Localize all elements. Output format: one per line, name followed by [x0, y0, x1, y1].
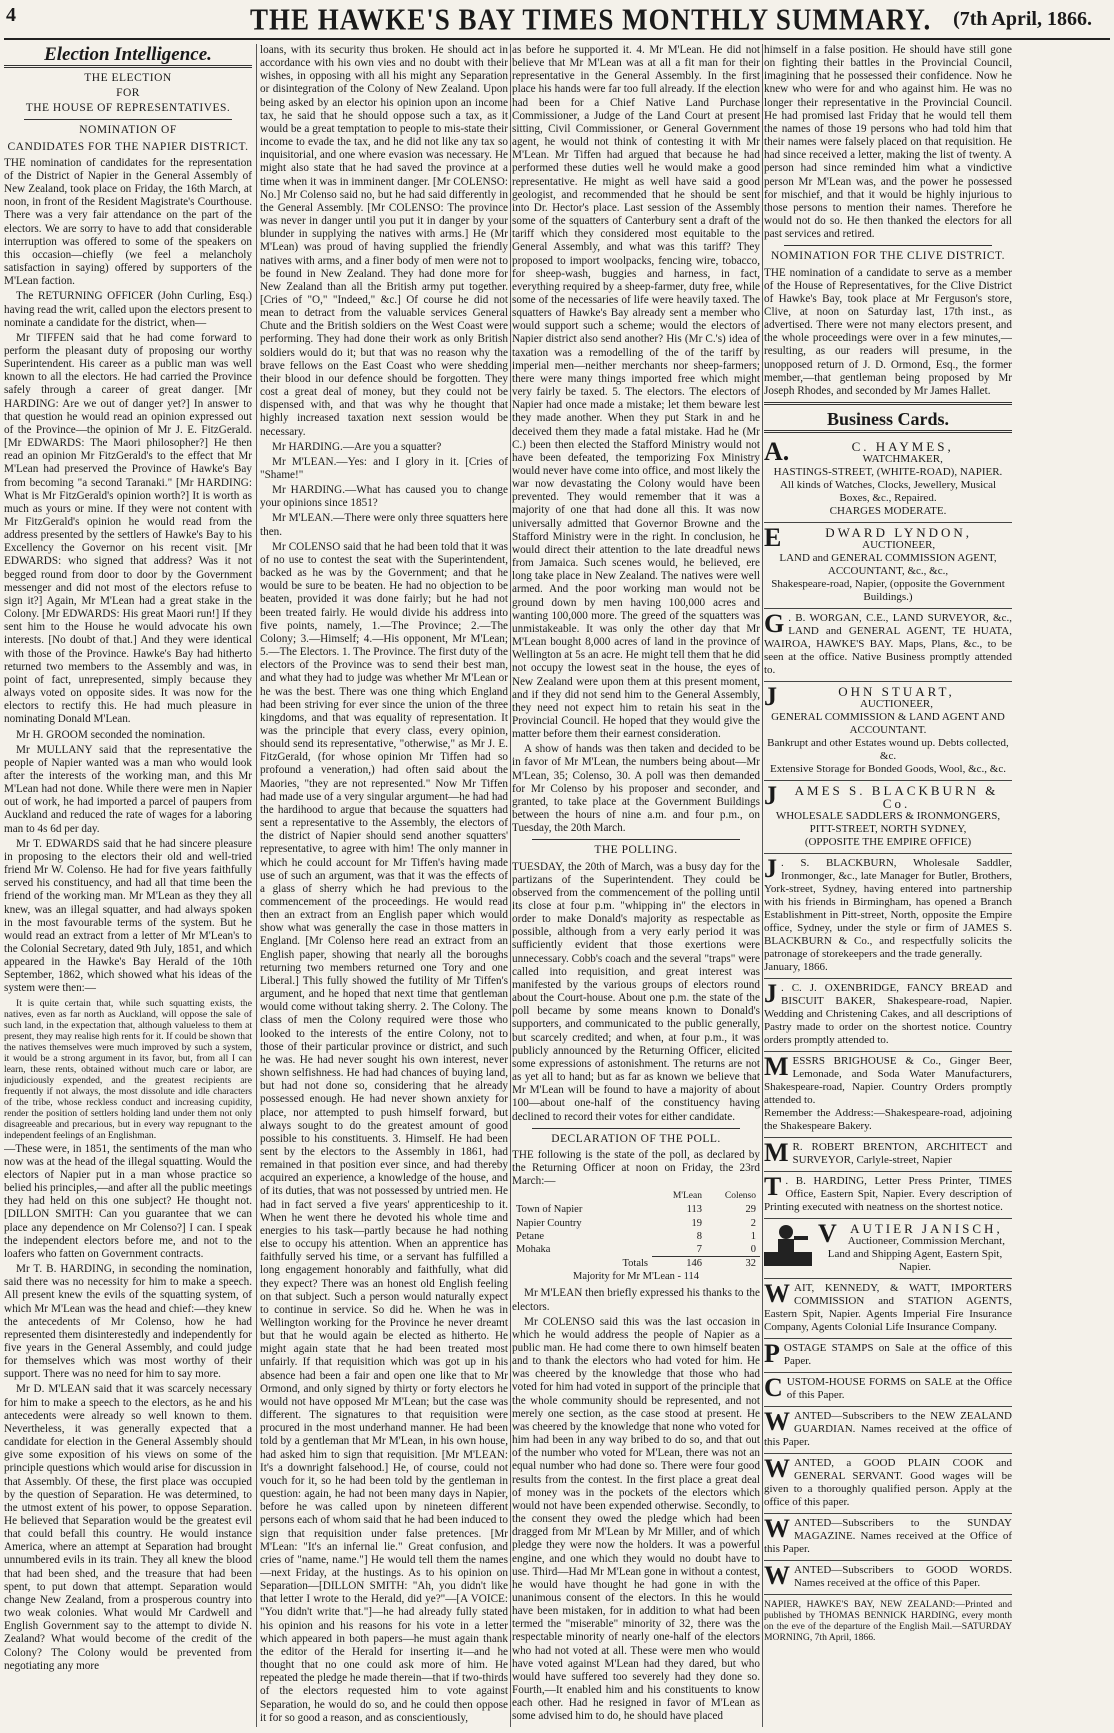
- card-line: Shakespeare-road, Napier, (opposite the Government Buildings.): [771, 578, 1005, 604]
- card-line: ANTED—Subscribers to the SUNDAY MAGAZINE. Names received at the Office of this Paper.: [764, 1517, 1012, 1556]
- masthead: [0, 0, 1114, 38]
- paragraph: THE following is the state of the poll, as declared by the Returning Officer at noon on Friday, the 23rd March:—: [512, 1148, 760, 1188]
- drop-cap: T: [764, 1172, 782, 1202]
- column-2: [260, 44, 508, 1727]
- article-subhead: NOMINATION FOR THE CLIVE DISTRICT.: [770, 250, 1006, 263]
- business-name: AMES S. BLACKBURN & Co.: [794, 783, 999, 812]
- card-line: OSTAGE STAMPS on Sale at the office of this Paper.: [783, 1342, 1012, 1368]
- poll-table: [512, 1190, 760, 1283]
- column-rule: [510, 44, 511, 1727]
- vote-cell: 19: [691, 1217, 702, 1229]
- drop-cap: V: [818, 1219, 837, 1249]
- business-card: [764, 1407, 1012, 1454]
- divider: [4, 65, 252, 68]
- paragraph: Mr M'LEAN.—There were only three squatters here then.: [260, 512, 508, 538]
- article-subhead: CANDIDATES FOR THE NAPIER DISTRICT.: [7, 140, 249, 153]
- issue-date: (7th April, 1866.: [953, 8, 1092, 30]
- card-line: ANTED—Subscribers to GOOD WORDS. Names received at the office of this Paper.: [794, 1564, 1012, 1590]
- business-card: [764, 609, 1012, 682]
- drop-cap: M: [764, 1052, 789, 1082]
- paragraph: The RETURNING OFFICER (John Curling, Esq.) having read the writ, called upon the electors present to nominate a candidate for the district, when—: [4, 290, 252, 329]
- table-row: [512, 1203, 760, 1216]
- card-line: . C. J. OXENBRIDGE, FANCY BREAD and BISCUIT BAKER, Shakespeare-road, Napier. Wedding and Christening Cakes, and all descriptions of Pastry made to order on the shortest notice. Country orders promptly attended to.: [764, 982, 1012, 1047]
- place-cell: Napier Country: [516, 1217, 582, 1229]
- newspaper-title: THE HAWKE'S BAY TIMES MONTHLY SUMMARY.: [250, 1, 932, 37]
- business-card: [764, 523, 1012, 609]
- paragraph: Mr COLENSO said that he had been told that it was of no use to contest the seat with the Superintendent, backed as he was by the Government; and that he would be sure to be beaten. He had no objection to be beaten, provided it was done fairly; but he had not been treated fairly. He would divide his address into five points, namely, 1.—The Province; 2.—The Colony; 3.—Himself; 4.—His opponent, Mr M'Lean; 5.—The Electors. 1. The Province. The first duty of the electors of the Province was to send their best man, and what they had to judge was whether Mr M'Lean or he was the best. There was one thing which England had been striving for ever since the union of the three kingdoms, and that was equality of representation. It was the principle that every class, every opinion, should send its representative, "otherwise," as Mr J. E. FitzGerald, (for whose opinion Mr Tiffen had so profound a veneration,) had often said about the Maories, "they are not represented." Now Mr Tiffen had made use of a very singular argument—he had had the hardihood to argue that because the squatters had sent a representative to the Assembly, the electors of the district of Napier should send another squatters' representative, to agree with him! The only manner in which he could account for Mr Tiffen's having made use of such an argument, was that it was the effects of a glass of sherry which he had previous to the commencement of the proceedings. He would read then an extract from an English paper which would show what was generally the case in those matters in England. [Mr Colenso here read an extract from an English paper, showing that nearly all the boroughs returning two members returned one Tory and one Liberal.] This fully showed the futility of Mr Tiffen's argument, and he hoped that next time that gentleman would come without taking sherry. 2. The Colony. The class of men the Colony required were those who looked to the interests of the entire Colony, not to those of their particular province or district, and such he was. He had never sought his own interest, never shown selfishness. He had had chances of buying land, but had not done so, considering that he already possessed enough. He had never shown anxiety for place, nor attempted to push himself forward, but always sought to do the greatest amount of good possible to his constituents. 3. Himself. He had been sent by the electors to the Assembly in 1861, had remained in that position ever since, and had thereby acquired an experience, a knowledge of the house, and of its duties, that was not possessed by untried men. He had in fact served a five years' apprenticeship to it. When he went there he devoted his whole time and energies to his task—partly because he had nothing else to occupy his attention. When an apprentice has faithfully served his time, or a servant has fulfilled a long engagement honorably and faithfully, what did they expect? There was an honest old English feeling on that subject. Such a person would naturally expect to continue in service. So did he. When he was in Wellington working for the Province he never dreamt but that he would again be elected as hitherto. He might again state that he had been treated most unfairly. If that requisition which was got up in his absence had been a fair and open one like that to Mr Ormond, and only signed by thirty or forty electors he would not have opposed Mr M'Lean; but the case was different. The signatures to that requisition were procured in the most underhand manner. He had been told by a gentleman that Mr M'Lean, in his own house, had asked him to sign that requisition. [Mr M'LEAN: It's a downright falsehood.] He, of course, could not vouch for it, so he had been told by the gentleman in question: again, he had not been many days in Napier, before he was called upon by nineteen different persons each of whom said that he had been induced to sign that requisition under false pretences. [Mr M'Lean: "It's an infernal lie." Great confusion, and cries of "name, name."] He would tell them the names—next Friday, at the hustings. As to his opinion on Separation—[DILLON SMITH: "Ah, you didn't like that letter I wrote to the Herald, did ye?"—[A VOICE: "You didn't write that."]—he had already fully stated his opinion and his reasons for his vote in a letter which appeared in both papers—he must again thank the editor of the Herald for inserting it—and he thought that no one could ask more of him. He repeated the pledge he made therein—that if two-thirds of the electors requested him to vote against Separation, he would do so, and he could then oppose it for so good a reason, and as conscientiously,: [260, 540, 508, 1724]
- paragraph: Mr TIFFEN said that he had come forward to perform the pleasant duty of proposing our worthy Superintendent. His career as a public man was well known to all the electors. He had carried the Province safely through a career of great danger. [Mr HARDING: Are we out of danger yet?] In answer to that question he would read an opinion expressed out of the Province—the opinion of Mr J. E. FitzGerald. [Mr EDWARDS: The Maori philosopher?] He then read an opinion Mr FitzGerald's to the effect that Mr M'Lean had preserved the Province of Hawke's Bay from becoming "a second Taranaki." [Mr HARDING: What is Mr FitzGerald's opinion worth?] It is worth as much as yours or mine. If they were not content with Mr FitzGerald's opinion he would read from the address presented by the settlers of Hawke's Bay to his Excellency the Governor on his recent visit. [Mr EDWARDS: who signed that address? Was it not begged round from door to door by the Government messenger and did not most of the electors refuse to sign it?] Again, Mr M'Lean had a great stake in the Colony. [Mr EDWARDS: His great Maori run!] If they sent him to the House he would advocate his own interests. [No doubt of that.] And they were identical with those of the Province. Hawke's Bay had hitherto returned two members to the Assembly and was, in point of fact, unrepresented, simply because they always voted on opposite sides. It was now for the electors to rectify this. He had much pleasure in nominating Donald M'Lean.: [4, 331, 252, 726]
- article-subhead: THE HOUSE OF REPRESENTATIVES.: [25, 102, 231, 115]
- business-card: [764, 1279, 1012, 1339]
- divider: [24, 119, 232, 120]
- article-subhead: DECLARATION OF THE POLL.: [551, 1132, 721, 1145]
- card-line: AUCTIONEER,: [859, 698, 934, 711]
- vote-cell: 7: [696, 1243, 702, 1255]
- vote-cell: 0: [750, 1243, 756, 1255]
- drop-cap: W: [764, 1454, 790, 1484]
- business-cards-list: [764, 437, 1012, 1595]
- drop-cap: J: [764, 854, 777, 884]
- divider: [532, 839, 740, 840]
- column-3: [512, 44, 760, 1727]
- paragraph: loans, with its security thus broken. He should act in accordance with his own vies and no doubt with their wishes, in opposing with all his might any Separation or disintegration of the Colony of New Zealand. Upon being asked by an elector his opinion upon an income tax, he said that he should oppose such a tax, as it would be a great temptation to people to mis-state their income to evade the tax, and he did not like any tax so inquisitorial, and one where evasion was necessary. He might also state that he had saved the province at a time when it was in imminent danger. [Mr COLENSO: No.] Mr Colenso said no, but he had said differently in the General Assembly. [Mr COLENSO: The province was never in danger until you put it in danger by your blunder in supplying the natives with arms.] He (Mr M'Lean) was proud of having supplied the friendly natives with arms, and a finer body of men were not to be found in New Zealand. They had done more for New Zealand than all the British army put together. [Cries of "O," "Indeed," &c.] Of course he did not mean to detract from the valuable services General Chute and the British soldiers on the West Coast were performing. They had done their work as only British soldiers would do it; but that was no reason why the brave fellows on the East Coast who were shedding their blood in our defence should be forgotten. They cost a great deal of money, but they could not be dispensed with, and that was why he thought that highly increased taxation next session would be necessary.: [260, 44, 508, 438]
- paragraph: —These were, in 1851, the sentiments of the man who now was at the head of the illegal squatting. Would the electors of Napier put in a man whose practice so belied his principles,—and after all the public meetings they had held on this one subject? He thought not. [DILLON SMITH: Can you guarantee that we can place any dependence on Mr Colenso?] I can. I speak the independent electors before me, and not to the loafers who fatten on Government contracts.: [4, 1142, 252, 1260]
- article-subhead: FOR: [116, 87, 140, 100]
- column-rule: [762, 44, 763, 1727]
- card-line: ESSRS BRIGHOUSE & Co., Ginger Beer, Lemonade, and Soda Water Manufacturers, Shakespeare-road, Napier. Country Orders promptly attended to.: [764, 1055, 1012, 1107]
- vote-cell: 8: [696, 1230, 702, 1242]
- drop-cap: J: [764, 682, 777, 712]
- business-name: OHN STUART,: [838, 684, 955, 700]
- business-card: [764, 682, 1012, 781]
- card-line: . B. WORGAN, C.E., LAND SURVEYOR, &c., LAND and GENERAL AGENT, TE HUATA, WAIROA, HAWKE'S BAY. Maps, Plans, &c., to be seen at the office. Native Business promptly attended to.: [764, 612, 1012, 677]
- totals-row: [512, 1257, 760, 1271]
- article-subhead: NOMINATION OF: [79, 124, 177, 137]
- page-number: 4: [6, 4, 16, 26]
- card-line: ANTED—Subscribers to the NEW ZEALAND GUARDIAN. Names received at the office of this Paper.: [764, 1410, 1012, 1449]
- card-line: WHOLESALE SADDLERS & IRONMONGERS,: [775, 810, 1001, 823]
- article-subhead: THE POLLING.: [594, 844, 678, 857]
- paragraph: Mr COLENSO said this was the last occasion in which he would address the people of Napier as a public man. He had come there to own himself beaten and to thank the electors who had voted for him. He was cheered by the knowledge that those who had voted for him had voted in support of the principle that the whole community should be represented, and not merely one section, as the case stood at present. He was cheered by the knowledge that none who voted for him had been in any way bribed to do so, and that out of the number who voted for M'Lean, there was not an equal number who had done so. There were four good results from the contest. In the first place a great deal of money was in the pockets of the electors which would not have been expended otherwise. Secondly, to the consent they owed the pledge which had been dragged from Mr M'Lean by Mr Miller, and of which pledge they were now the holders. It was a powerful engine, and one which they would no doubt have to use. Third—Had Mr M'Lean gone in without a contest, he would have thought he had gone in with the unanimous consent of the electors. In this he would have been mistaken, for in addition to what had been termed the "miserable" minority of 32, there was the respectable minority of nearly one-half of the electors who had not voted at all. These were men who would have voted against M'Lean had they dared, but who would have suffered too severely had they done so. Fourth,—It enabled him and his constituents to know each other. Had he resigned in favor of M'Lean as some advised him to do, he should have placed: [512, 1315, 760, 1723]
- majority-row: [512, 1270, 760, 1283]
- place-cell: Town of Napier: [516, 1204, 583, 1216]
- business-name: C. HAYMES,: [851, 439, 954, 455]
- card-line: USTOM-HOUSE FORMS on SALE at the Office of this Paper.: [786, 1376, 1012, 1402]
- table-header-row: [512, 1190, 760, 1203]
- divider: [764, 430, 1012, 433]
- paragraph: Mr D. M'LEAN said that it was scarcely necessary for him to make a speech to the electors, as he and his antecedents were already so well known to them. Nevertheless, it was generally expected that a candidate for election in the General Assembly should give some exposition of his views on some of the principle questions which would arise for discussion in that Assembly. Of these, the first place was occupied by the question of Separation. He was determined, to the utmost extent of his power, to oppose Separation. He believed that Separation would be the greatest evil that could befall this country. He would instance America, where an attempt at Separation had brought unnumbered evils in its train. They all knew the blood that had been shed, and the treasure that had been spent, to put down that attempt. Separation would change New Zealand, from a prosperous country into two weak colonies. What would Mr Cardwell and English Government say to the attempt to divide N. Zealand? What would become of the credit of the Colony? The Colony would be prevented from negotiating any more: [4, 1383, 252, 1672]
- business-card: [764, 437, 1012, 523]
- card-line: AUCTIONEER,: [862, 539, 936, 552]
- divider: [764, 402, 1012, 405]
- drop-cap: W: [764, 1514, 790, 1544]
- card-line: LAND and GENERAL COMMISSION AGENT, ACCOUNTANT, &c., &c.,: [779, 552, 997, 578]
- drop-cap: J: [764, 781, 777, 811]
- vote-cell: 29: [745, 1204, 756, 1216]
- business-card: [764, 1219, 1012, 1279]
- card-line: AIT, KENNEDY, & WATT, IMPORTERS COMMISSION and STATION AGENTS, Eastern Spit, Napier. Agents Imperial Fire Insurance Company, Agents Colonial Life Insurance Company.: [764, 1282, 1012, 1334]
- card-line: January, 1866.: [764, 961, 828, 974]
- vote-cell: 2: [750, 1217, 756, 1229]
- drop-cap: C: [764, 1373, 783, 1403]
- business-card: [764, 1454, 1012, 1514]
- drop-cap: G: [764, 609, 785, 639]
- table-row: [512, 1243, 760, 1257]
- column-rule: [256, 44, 257, 1727]
- divider: [784, 245, 992, 246]
- paragraph: Mr HARDING.—Are you a squatter?: [272, 440, 442, 453]
- card-line: Auctioneer, Commission Merchant, Land and Shipping Agent, Eastern Spit, Napier.: [827, 1235, 1005, 1274]
- drop-cap: W: [764, 1561, 790, 1591]
- imprint: NAPIER, HAWKE'S BAY, NEW ZEALAND:—Printed and published by THOMAS BENNICK HARDING, every month on the eve of the departure of the English Mail.—SATURDAY MORNING, 7th April, 1866.: [764, 1599, 1012, 1644]
- place-cell: Petane: [516, 1230, 544, 1242]
- paragraph: THE nomination of candidates for the representation of the District of Napier in the General Assembly of New Zealand, took place on Friday, the 16th March, at noon, in front of the Resident Magistrate's Courthouse. There was a very fair attendance on the part of the electors. We are sorry to have to add that considerable interruption was offered to some of the speakers on this occasion—chiefly (we feel a melancholy satisfaction in saying) offered by supporters of the M'Lean faction.: [4, 156, 252, 288]
- majority-text: Majority for Mr M'Lean - 114: [572, 1271, 699, 1283]
- auctioneer-figure-icon: [764, 1222, 812, 1266]
- card-line: (OPPOSITE THE EMPIRE OFFICE): [804, 836, 972, 849]
- total-cell: 146: [652, 1257, 706, 1271]
- business-card: [764, 1138, 1012, 1172]
- card-line: WATCHMAKER,: [862, 453, 943, 466]
- business-card: [764, 781, 1012, 854]
- paragraph: Mr MULLANY said that the representative the people of Napier wanted was a man who would look after the interests of the working man, and this Mr M'Lean had not done. While there were men in Napier out of work, he had imported a parcel of paupers from Auckland and reduced the rate of wages for a laboring man to 4s 6d per day.: [4, 743, 252, 835]
- card-line: CHARGES MODERATE.: [829, 505, 947, 518]
- drop-cap: W: [764, 1279, 790, 1309]
- card-line: . S. BLACKBURN, Wholesale Saddler, Ironmonger, &c., late Manager for Butler, Brothers, York-street, Sydney, having entered into partnership with his friends in Birmingham, has opened a Branch Establishment in Pitt-street, North, opposite the Empire office, Sydney, under the style or firm of JAMES S. BLACKBURN & Co., and respectfully solicits the patronage of storekeepers and the trade generally.: [764, 857, 1012, 961]
- masthead-rule: [4, 38, 1110, 40]
- total-cell: 32: [706, 1257, 760, 1271]
- business-cards-heading: Business Cards.: [826, 409, 950, 430]
- divider: [532, 1128, 740, 1129]
- card-line: PITT-STREET, NORTH SYDNEY,: [809, 823, 967, 836]
- vote-cell: 1: [750, 1230, 756, 1242]
- card-line: ANTED, a GOOD PLAIN COOK and GENERAL SERVANT. Good wages will be given to a thoroughly qualified person. Apply at the office of this paper.: [764, 1457, 1012, 1509]
- table-row: [512, 1230, 760, 1243]
- business-name: AUTIER JANISCH,: [850, 1221, 1003, 1237]
- column-header: M'Lean: [672, 1191, 702, 1202]
- paragraph: Mr H. GROOM seconded the nomination.: [16, 728, 206, 741]
- card-line: Remember the Address:—Shakespeare-road, adjoining the Shakespeare Bakery.: [764, 1107, 1012, 1133]
- paragraph: Mr M'LEAN then briefly expressed his thanks to the electors.: [512, 1287, 760, 1313]
- table-row: [512, 1217, 760, 1230]
- business-card: [764, 1373, 1012, 1407]
- paragraph: Mr T. EDWARDS said that he had sincere pleasure in proposing to the electors their old and well-tried friend Mr W. Colenso. He had for five years faithfully served his constituency, and had all that time been the friend of the working man. Mr M'Lean as they they all knew, was an illegal squatter, and had always spoken in the most favourable terms of the system. But he would read an extract from a letter of Mr M'Lean's to the Colonial Secretary, dated 9th July, 1851, and which appeared in the Hawke's Bay Herald of the 10th September, 1862, which showed what his ideas of the system were then:—: [4, 837, 252, 995]
- card-line: Extensive Storage for Bonded Goods, Wool, &c., &c.: [770, 763, 1006, 776]
- drop-cap: W: [764, 1407, 790, 1437]
- business-card: [764, 1172, 1012, 1219]
- column-4: [764, 44, 1012, 1727]
- paragraph: Mr M'LEAN.—Yes: and I glory in it. [Cries of "Shame!": [260, 455, 508, 481]
- paragraph: Mr HARDING.—What has caused you to change your opinions since 1851?: [260, 484, 508, 510]
- drop-cap: E: [764, 523, 782, 553]
- column-header: Colenso: [724, 1191, 756, 1202]
- paragraph: TUESDAY, the 20th of March, was a busy day for the partizans of the Superintendent. They could be observed from the commencement of the polling until its close at four p.m. "whipping in" the electors in order to make Donald's majority as respectable as possible, although from a very early period it was sufficiently evident that those exertions were unnecessary. Cobb's coach and the several "traps" were called into requisition, and great interest was manifested by the various groups of electors round about the Court-house. About one p.m. the state of the poll became by some means known to Donald's supporters, and communicated to the public generally, but scarcely credited; and when, at four p.m., it was publicly announced by the Returning Officer, elicited some expressions of astonishment. The returns are not as yet all to hand; but as far as known we believe that Mr M'Lean will be found to have a majority of about 100—about one-half of the constituency having declined to record their votes for either candidate.: [512, 860, 760, 1123]
- card-line: All kinds of Watches, Clocks, Jewellery, Musical Boxes, &c., Repaired.: [779, 479, 997, 505]
- business-card: [764, 979, 1012, 1052]
- card-line: Bankrupt and other Estates wound up. Debts collected, &c.: [767, 737, 1009, 763]
- block-quote: It is quite certain that, while such squatting exists, the natives, even as far north as Auckland, will oppose the sale of such land, in the expectation that, although valueless to them at present, they may realise high rents for it. If could be shown that the natives themselves were much improved by such a system, it would be a strong argument in its favor, but, from all I can learn, these rents, obtained without much care or labor, are injudiciously expended, and the greatest recipients are frequently if not always, the most dissolute and idle characters of the tribe, whose reckless conduct and increasing cupidity, render the position of settlers holding land under them not only disagreeable and precarious, but in every way repugnant to the independent feelings of an Englishman.: [4, 997, 252, 1141]
- business-card: [764, 1339, 1012, 1373]
- drop-cap: M: [764, 1138, 789, 1168]
- drop-cap: P: [764, 1339, 780, 1369]
- article-subhead: THE ELECTION: [84, 72, 172, 85]
- drop-cap: J: [764, 979, 777, 1009]
- business-card: [764, 1561, 1012, 1595]
- section-heading: Election Intelligence.: [44, 44, 212, 65]
- place-cell: Mohaka: [516, 1244, 551, 1256]
- card-line: GENERAL COMMISSION & LAND AGENT AND ACCOUNTANT.: [771, 711, 1005, 737]
- paragraph: THE nomination of a candidate to serve as a member of the House of Representatives, for the Clive District of Hawke's Bay, took place at Mr Ferguson's store, Clive, at noon on Saturday last, 17th inst., as advertised. There were not many electors present, and the whole proceedings were over in a few minutes,—resulting, as our readers will presume, in the unopposed return of J. D. Ormond, Esq., the former member,—that gentleman being proposed by Mr Joseph Rhodes, and seconded by Mr James Hallet.: [764, 266, 1012, 397]
- paragraph: Mr T. B. HARDING, in seconding the nomination, said there was no necessity for him to make a speech. All present knew the evils of the squatting system, of which Mr M'Lean was the head and chief:—they knew the antecedents of Mr Colenso, how he had represented them disinterestedly and independently for five years in the General Assembly, and could judge for themselves which was most worthy of their support. There was no need for him to say more.: [4, 1263, 252, 1381]
- business-name: DWARD LYNDON,: [825, 525, 973, 541]
- card-line: HASTINGS-STREET, (WHITE-ROAD), NAPIER.: [773, 466, 1003, 479]
- business-card: [764, 1052, 1012, 1138]
- card-line: . B. HARDING, Letter Press Printer, TIMES Office, Eastern Spit, Napier. Every description of Printing executed with neatness on the shortest notice.: [764, 1175, 1012, 1214]
- totals-label: Totals: [622, 1257, 648, 1269]
- paragraph: A show of hands was then taken and decided to be in favor of Mr M'Lean, the numbers being about—Mr M'Lean, 35; Colenso, 30. A poll was then demanded for Mr Colenso by his proposer and seconder, and granted, to take place at the Government Buildings between the hours of nine a.m. and four p.m., on Tuesday, the 20th March.: [512, 743, 760, 835]
- paragraph: as before he supported it. 4. Mr M'Lean. He did not believe that Mr M'Lean was at all a fit man for their representative in the General Assembly. In the first place his hands were far too full already. If the election had been for a Chief Native Land Purchase Commissioner, a Judge of the Land Court at present sitting, Civil Commissioner, or General Government agent, he would not think of contesting it with Mr M'Lean. Mr Tiffen had argued that because he had performed these duties well he would make a good representative. He might as well have said a good geologist, and recommended that he should be sent into Dr. Hector's place. Last session of the Assembly some of the squatters of Canterbury sent a draft of the tariff which they considered most equitable to the General Assembly, and what was this tariff? They proposed to import woolpacks, fencing wire, tobacco, for sheep-wash, buggies and harness, in fact, everything required by a sheep-farmer, duty free, while some of the necessaries of life were heavily taxed. The squatters of Hawke's Bay already sent a member who would support such a scheme; would the electors of Napier district also send another? His (Mr C.'s) idea of taxation was a remodelling of the of the tariff by imperial men—neither merchants nor sheep-farmers; there were many things imported free which might very fairly be taxed. 5. The electors. The electors of Napier had once made a mistake; let them beware lest they made another. When they put Stark in and he deceived them they made a fatal mistake. Had he (Mr C.) been then elected the Stafford Ministry would not have been defeated, the temporizing Fox Ministry would never have come into office, and most likely the war now devastating the Colony would have been prevented. They would remember that it was a majority of one that had done all this. It was now universally admitted that Governor Browne and the Stafford Ministry were in the right. In conclusion, he would direct their attention to the late dreadful news from Jamaica. Such scenes would, he believed, ere long take place in New Zealand. The natives were well armed. And the poor working man would not be ground down by men having 100,000 acres and wanting 100,000 more. The greed of the squatters was unmistakeable. It was only the other day that Mr M'Lean bought 8,000 acres of land in the province of Wellington at 5s an acre. He might tell them that he did not occupy the lowest seat in the house, the eyes of New Zealand were upon them at this present moment, and if they did not send him to the General Assembly, they need not expect him to retain his seat in the Provincial Council. He hoped that they would give the matter before them their earnest consideration.: [512, 44, 760, 741]
- card-line: R. ROBERT BRENTON, ARCHITECT and SURVEYOR, Carlyle-street, Napier: [792, 1141, 1012, 1167]
- business-card: [764, 854, 1012, 979]
- paragraph: himself in a false position. He should have still gone on fighting their battles in the Provincial Council, imagining that he possessed their confidence. Now he knew who were for and who against him. He was no longer their representative in the Provincial Council. He had promised last Friday that he would tell them the names of those 19 persons who had told him that their names were falsely placed on that requisition. He had since received a letter, making the list of twenty. A person had since reminded him what a vindictive person Mr M'Lean was, and the power he possessed for mischief, and that it would be highly injurious to those persons to mention their names. Therefore he would not do so. He then thanked the electors for all past services and retired.: [764, 44, 1012, 241]
- business-card: [764, 1514, 1012, 1561]
- column-1: [4, 44, 252, 1727]
- vote-cell: 113: [686, 1204, 702, 1216]
- drop-cap: A.: [764, 437, 790, 467]
